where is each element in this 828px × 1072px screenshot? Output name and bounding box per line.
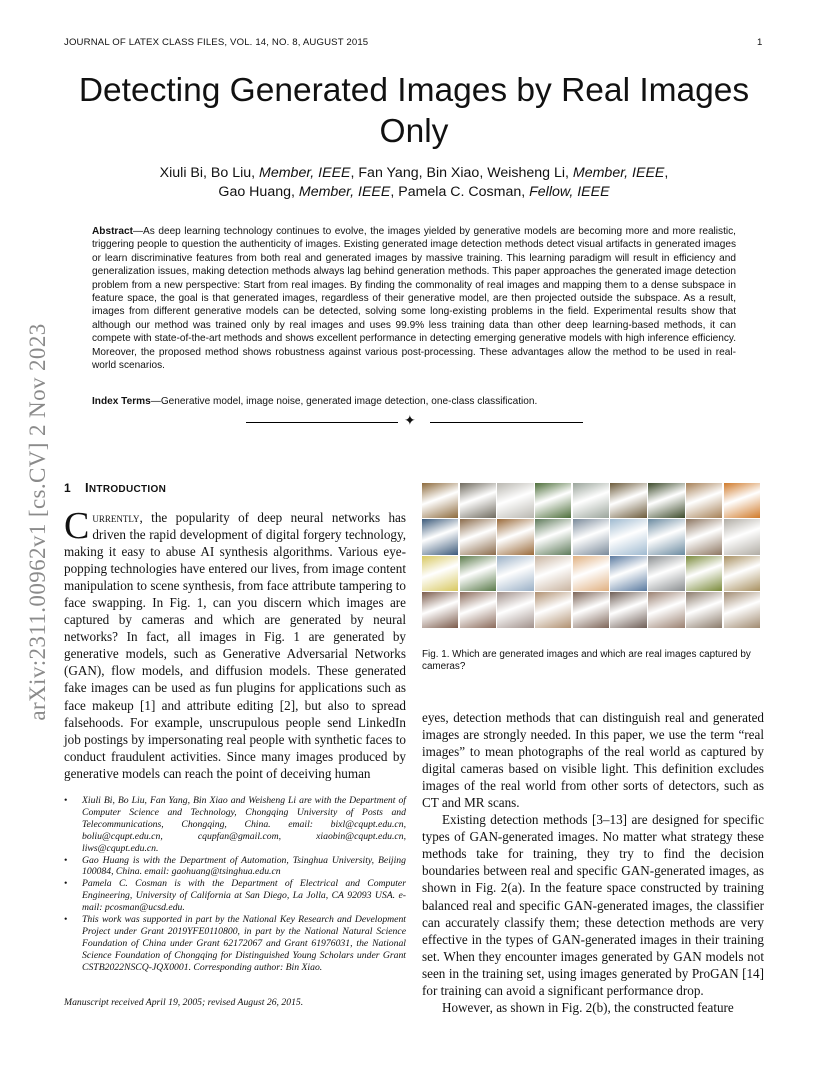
figure-photo-tile	[610, 556, 646, 591]
paragraph: Existing detection methods [3–13] are designed for specific types of GAN-generated images. No matter what strategy these methods take for training, they try to find the decision boundaries between real and specific GAN-generated images, as shown in Fig. 2(a). In the feature space constructed by training balanced real and specific GAN-generated images, the classifier can accurately classify them; these detection methods are very effective in the types of GAN-generated images in their training set. When they encounter images generated by GAN models not seen in the training set, using images generated by ProGAN [14] for training can avoid a significant performance drop.	[422, 812, 764, 998]
separator-line-right	[430, 422, 583, 423]
author-names: Gao Huang,	[218, 184, 299, 200]
section-title-rest: NTRODUCTION	[88, 484, 167, 495]
figure-photo-tile	[724, 519, 760, 554]
footnote: • Xiuli Bi, Bo Liu, Fan Yang, Bin Xiao and Weisheng Li are with the Department of Computer Science and Technology, Chongqing University of Posts and Telecommunications, Chongqing, China. email: bixl@cqupt.edu.cn, boliu@cqupt.edu.cn, cqupfan@gmail.com, xiaobin@cqupt.edu.cn, liws@cqupt.edu.cn.	[82, 795, 406, 855]
footnote: • Gao Huang is with the Department of Automation, Tsinghua University, Beijing 100084, China. email: gaohuang@tsinghua.edu.cn	[82, 855, 406, 879]
footnote: • This work was supported in part by the National Key Research and Development Project under Grant 2019YFE0110800, in part by the National Natural Science Foundation of China under Grant 62172067 and Grant 61976031, the National Science Foundation of Chongqing for Distinguished Young Scholars under Grant CSTB2022NSCQ-JQX0001. Corresponding author: Bin Xiao.	[82, 914, 406, 974]
author-membership: Member, IEEE	[259, 165, 351, 181]
separator-line-left	[246, 422, 398, 423]
figure-photo-tile	[610, 592, 646, 627]
figure-photo-tile	[724, 592, 760, 627]
abstract	[92, 225, 736, 372]
figure-photo-tile	[460, 519, 496, 554]
dropcap: C	[64, 505, 90, 547]
author-membership: Fellow, IEEE	[529, 184, 610, 200]
figure-photo-tile	[422, 592, 458, 627]
figure-photo-tile	[686, 483, 722, 518]
figure-photo-tile	[648, 592, 684, 627]
author-membership: Member, IEEE	[572, 165, 665, 181]
figure-caption: Fig. 1. Which are generated images and which are real images captured by cameras?	[422, 649, 751, 672]
figure-image-grid	[422, 483, 764, 628]
figure-photo-tile	[573, 519, 609, 554]
manuscript-note: Manuscript received April 19, 2005; revised August 26, 2015.	[64, 997, 304, 1008]
right-column-text	[422, 709, 764, 1016]
figure-photo-tile	[648, 483, 684, 518]
author-names: , Fan Yang, Bin Xiao, Weisheng Li,	[350, 165, 573, 181]
figure-photo-tile	[535, 519, 571, 554]
figure-photo-tile	[422, 556, 458, 591]
page-number: 1	[757, 37, 763, 48]
section-heading	[64, 480, 166, 495]
figure-photo-tile	[497, 556, 533, 591]
authors-line-1	[60, 164, 768, 183]
figure-photo-tile	[460, 592, 496, 627]
figure-photo-tile	[460, 483, 496, 518]
figure-photo-tile	[610, 519, 646, 554]
index-terms-label: Index Terms	[92, 396, 151, 407]
figure-photo-tile	[422, 483, 458, 518]
intro-text: , the popularity of deep neural networks has driven the rapid development of digital forgery technology, making it easy to abuse AI synthesis algorithms. Various eye-popping technologies have entered our lives, from image content manipulation to scene synthesis, from face attribute tampering to face swapping. In Fig. 1, can you discern which images are captured by cameras and which are generated by neural networks? In fact, all images in Fig. 1 are generated by generative models, such as Generative Adversarial Networks (GAN), flow models, and diffusion models. These generated fake images can be used as fun plugins for applications such as face makeup [1] and attribute editing [2], but also to spread falsehoods. For example, unscrupulous people send LinkedIn job postings by impersonating real people with synthetic faces to conduct fraudulent activities. Since many images produced by generative models can reach the point of deceiving human	[64, 510, 406, 781]
arxiv-stamp-text: arXiv:2311.00962v1 [cs.CV] 2 Nov 2023	[25, 323, 50, 721]
figure-photo-tile	[535, 556, 571, 591]
running-head: JOURNAL OF LATEX CLASS FILES, VOL. 14, NO. 8, AUGUST 2015	[64, 37, 369, 48]
author-names: Xiuli Bi, Bo Liu,	[159, 165, 260, 181]
figure-photo-tile	[460, 556, 496, 591]
figure-photo-tile	[686, 556, 722, 591]
figure-photo-tile	[648, 556, 684, 591]
intro-smallcaps: urrently	[92, 510, 140, 525]
abstract-label: Abstract	[92, 226, 133, 237]
abstract-text: As deep learning technology continues to evolve, the images yielded by generative models are becoming more and more realistic, triggering people to question the authenticity of images. Existing generated image detection methods detect visual artifacts in generated images or learn discriminative features from both real and generated images by massive training. This learning paradigm will result in efficiency and generalization issues, making detection methods always lag behind generation methods. This paper approaches the generated image detection problem from a new perspective: Start from real images. By finding the commonality of real images and mapping them to a dense subspace in feature space, the goal is that generated images, regardless of their generative model, are then projected outside the subspace. As a result, images from different generative models can be detected, solving some long-existing problems in the field. Experimental results show that although our method was trained only by real images and uses 99.9% less training data than other deep learning-based methods, it can compete with state-of-the-art methods and shows excellent performance in detecting emerging generative models with high inference efficiency. Moreover, the proposed method shows robustness against various post-processing. These advantages allow the method to be used in real-world scenarios.	[92, 226, 736, 372]
section-number: 1	[64, 481, 71, 495]
paragraph: eyes, detection methods that can distinguish real and generated images are strongly needed. In this paper, we use the term “real images” to mean photographs of the real world as captured by digital cameras based on visible light. This definition excludes images of the real world from other sorts of detectors, such as CT and MR scans.	[422, 710, 764, 811]
figure-1	[422, 483, 764, 629]
figure-photo-tile	[535, 592, 571, 627]
figure-photo-tile	[686, 592, 722, 627]
figure-photo-tile	[686, 519, 722, 554]
figure-photo-tile	[535, 483, 571, 518]
figure-photo-tile	[573, 592, 609, 627]
index-terms-dash: —	[150, 396, 161, 407]
intro-paragraph	[64, 505, 406, 782]
abstract-dash: —	[132, 226, 144, 237]
author-membership: Member, IEEE	[298, 184, 391, 200]
authors-line-2	[60, 183, 768, 202]
footnotes	[64, 795, 406, 974]
footnote: • Pamela C. Cosman is with the Department of Electrical and Computer Engineering, University of California at San Diego, La Jolla, CA 92093 USA. e-mail: pcosman@ucsd.edu.	[82, 878, 406, 914]
author-names: , Pamela C. Cosman,	[390, 184, 530, 200]
author-names: ,	[664, 165, 669, 181]
figure-photo-tile	[724, 483, 760, 518]
section-title-initial: I	[84, 480, 89, 495]
authors	[60, 164, 768, 202]
paper-title: Detecting Generated Images by Real Images Only	[78, 72, 750, 150]
figure-photo-tile	[573, 483, 609, 518]
paragraph: However, as shown in Fig. 2(b), the constructed feature	[442, 999, 734, 1015]
figure-photo-tile	[724, 556, 760, 591]
separator-diamond-icon: ✦	[404, 414, 416, 429]
figure-photo-tile	[497, 592, 533, 627]
figure-photo-tile	[497, 483, 533, 518]
figure-photo-tile	[573, 556, 609, 591]
figure-photo-tile	[497, 519, 533, 554]
figure-photo-tile	[422, 519, 458, 554]
index-terms	[92, 395, 736, 408]
figure-photo-tile	[610, 483, 646, 518]
figure-photo-tile	[648, 519, 684, 554]
index-terms-text: Generative model, image noise, generated image detection, one-class classification.	[160, 396, 538, 407]
